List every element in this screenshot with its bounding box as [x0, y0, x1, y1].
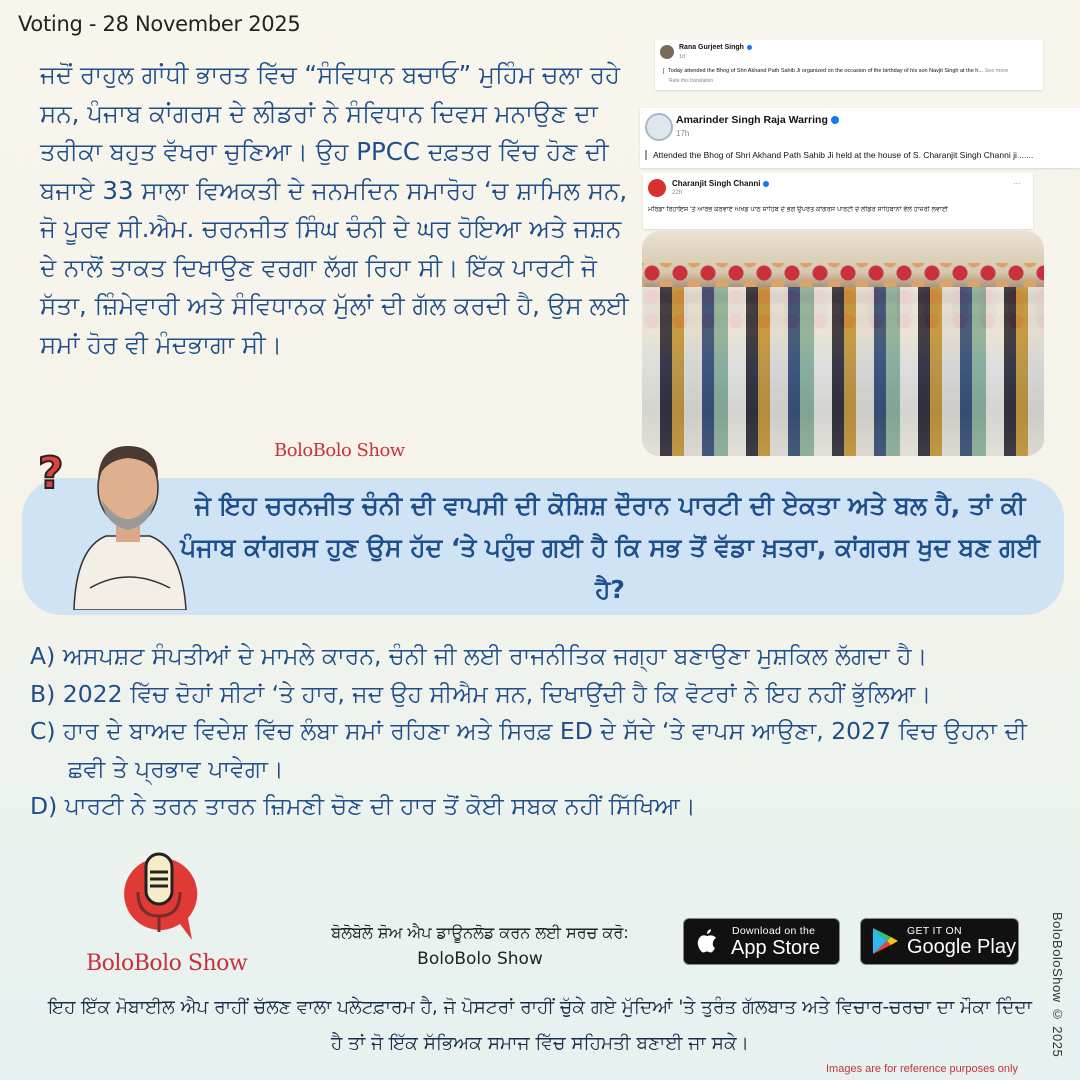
caricature-illustration [66, 438, 190, 610]
app-search-term: BoloBolo Show [417, 949, 543, 969]
verified-icon [831, 116, 839, 124]
avatar [660, 45, 674, 59]
rate-translation-link[interactable]: Rate this translation [669, 78, 714, 84]
answer-options [30, 638, 1060, 826]
post-time: 17h [676, 129, 690, 138]
post-text: Attended the Bhog of Shri Akhand Path Sahib Ji held at the house of S. Charanjit Singh Channi ji ...... [645, 150, 1080, 160]
social-post-raja-warring [640, 108, 1080, 168]
app-search-prompt: ਬੋਲੋਬੋਲੋ ਸ਼ੋਅ ਐਪ ਡਾਊਨਲੋਡ ਕਰਨ ਲਈ ਸਰਚ ਕਰੋ: BoloBolo Show [300, 920, 660, 972]
verified-icon [747, 45, 752, 50]
post-author: Amarinder Singh Raja Warring [676, 114, 839, 126]
social-post-rana-gurjeet [655, 40, 1043, 90]
apple-icon [696, 928, 718, 954]
app-store-button[interactable]: Download on the App Store [683, 918, 840, 965]
more-options-button[interactable]: ··· [1013, 179, 1021, 188]
option-c[interactable]: C) ਹਾਰ ਦੇ ਬਾਅਦ ਵਿਦੇਸ਼ ਵਿੱਚ ਲੰਬਾ ਸਮਾਂ ਰਹਿਣਾ ਅਤੇ ਸਿਰਫ਼ ED ਦੇ ਸੱਦੇ ‘ਤੇ ਵਾਪਸ ਆਉਣਾ, 2027 ਵਿਚ ਉਹਨਾ ਦੀ ਛਵੀ ਤੇ ਪ੍ਰਭਾਵ ਪਾਵੇਗਾ। [30, 717, 1027, 783]
group-photo [642, 231, 1044, 456]
post-time: 22h [672, 190, 683, 196]
google-play-button[interactable]: GET IT ON Google Play [860, 918, 1019, 965]
post-author: Charanjit Singh Channi [672, 179, 769, 188]
option-a[interactable]: A) ਅਸਪਸ਼ਟ ਸੰਪਤੀਆਂ ਦੇ ਮਾਮਲੇ ਕਾਰਨ, ਚੰਨੀ ਜੀ ਲਈ ਰਾਜਨੀਤਿਕ ਜਗ੍ਹਾ ਬਣਾਉਣਾ ਮੁਸ਼ਕਿਲ ਲੱਗਦਾ ਹੈ। [30, 642, 928, 670]
verified-icon [763, 181, 769, 187]
copyright-notice: BoloBoloShow © 2025 [1050, 912, 1065, 1058]
post-text: Today attended the Bhog of Shri Akhand Path Sahib Ji organized on the occasion of the birthday of his son Navjit Singh at the h... See more [663, 68, 1043, 74]
google-play-icon [871, 926, 899, 956]
option-d[interactable]: D) ਪਾਰਟੀ ਨੇ ਤਰਨ ਤਾਰਨ ਜ਼ਿਮਣੀ ਚੋਣ ਦੀ ਹਾਰ ਤੋਂ ਕੋਈ ਸਬਕ ਨਹੀਂ ਸਿੱਖਿਆ। [30, 792, 696, 820]
avatar [648, 179, 666, 197]
footer-description: ਇਹ ਇੱਕ ਮੋਬਾਈਲ ਐਪ ਰਾਹੀਂ ਚੱਲਣ ਵਾਲਾ ਪਲੇਟਫ਼ਾਰਮ ਹੈ, ਜੋ ਪੋਸਟਰਾਂ ਰਾਹੀਂ ਚੁੱਕੇ ਗਏ ਮੁੱਦਿਆਂ 'ਤੇ ਤੁਰੰਤ ਗੱਲਬਾਤ ਅਤੇ ਵਿਚਾਰ-ਚਰਚਾ ਦਾ ਮੌਕਾ ਦਿੰਦਾ ਹੈ ਤਾਂ ਜੋ ਇੱਕ ਸੱਭਿਅਕ ਸਮਾਜ ਵਿੱਚ ਸਹਿਮਤੀ ਬਣਾਈ ਜਾ ਸਕੇ। [48, 997, 1032, 1054]
microphone-logo-icon [118, 852, 200, 942]
question-text: ਜੇ ਇਹ ਚਰਨਜੀਤ ਚੰਨੀ ਦੀ ਵਾਪਸੀ ਦੀ ਕੋਸ਼ਿਸ਼ ਦੌਰਾਨ ਪਾਰਟੀ ਦੀ ਏਕਤਾ ਅਤੇ ਬਲ ਹੈ, ਤਾਂ ਕੀ ਪੰਜਾਬ ਕਾਂਗਰਸ ਹੁਣ ਉਸ ਹੱਦ ‘ਤੇ ਪਹੁੰਚ ਗਈ ਹੈ ਕਿ ਸਭ ਤੋਂ ਵੱਡਾ ਖ਼ਤਰਾ, ਕਾਂਗਰਸ ਖੁਦ ਬਣ ਗਈ ਹੈ? [180, 491, 1040, 604]
option-b[interactable]: B) 2022 ਵਿੱਚ ਦੋਹਾਂ ਸੀਟਾਂ ‘ਤੇ ਹਾਰ, ਜਦ ਉਹ ਸੀਐਮ ਸਨ, ਦਿਖਾਉਂਦੀ ਹੈ ਕਿ ਵੋਟਰਾਂ ਨੇ ਇਹ ਨਹੀਂ ਭੁੱਲਿਆ। [30, 679, 932, 708]
post-author: Rana Gurjeet Singh [679, 44, 752, 51]
brand-watermark: BoloBolo Show [274, 440, 405, 461]
voting-date: Voting - 28 November 2025 [18, 12, 301, 36]
avatar [645, 113, 673, 141]
post-time: 1d [679, 54, 686, 60]
post-text: ਮੋਰਿੰਡਾ ਰਿਹਾਇਸ਼ 'ਤੇ ਆਰੰਭ ਕਰਵਾਏ ਅਖੰਡ ਪਾਠ ਸਾਹਿਬ ਦੇ ਭੋਗ ਉਪਰੰਤ ਕਾਂਗਰਸ ਪਾਰਟੀ ਦੇ ਲੀਡਰ ਸਾਹਿਬਾਨਾਂ ਵੱਲੋਂ ਹਾਜ਼ਰੀ ਲਵਾਈ [648, 206, 948, 213]
image-disclaimer: Images are for reference purposes only [826, 1063, 1018, 1075]
question-mark-icon: ? [38, 448, 64, 499]
brand-logo-text: BoloBolo Show [86, 951, 248, 976]
social-post-charanjit-channi [643, 173, 1033, 229]
intro-paragraph: ਜਦੋਂ ਰਾਹੁਲ ਗਾਂਧੀ ਭਾਰਤ ਵਿੱਚ “ਸੰਵਿਧਾਨ ਬਚਾਓ” ਮੁਹਿੰਮ ਚਲਾ ਰਹੇ ਸਨ, ਪੰਜਾਬ ਕਾਂਗਰਸ ਦੇ ਲੀਡਰਾਂ ਨੇ ਸੰਵਿਧਾਨ ਦਿਵਸ ਮਨਾਉਣ ਦਾ ਤਰੀਕਾ ਬਹੁਤ ਵੱਖਰਾ ਚੁਣਿਆ। ਉਹ PPCC ਦਫ਼ਤਰ ਵਿੱਚ ਹੋਣ ਦੀ ਬਜਾਏ 33 ਸਾਲਾ ਵਿਅਕਤੀ ਦੇ ਜਨਮਦਿਨ ਸਮਾਰੋਹ ‘ਚ ਸ਼ਾਮਿਲ ਸਨ, ਜੋ ਪੂਰਵ ਸੀ.ਐਮ. ਚਰਨਜੀਤ ਸਿੰਘ ਚੰਨੀ ਦੇ ਘਰ ਹੋਇਆ ਅਤੇ ਜਸ਼ਨ ਦੇ ਨਾਲੋਂ ਤਾਕਤ ਦਿਖਾਉਣ ਵਰਗਾ ਲੱਗ ਰਿਹਾ ਸੀ। ਇੱਕ ਪਾਰਟੀ ਜੋ ਸੱਤਾ, ਜ਼ਿੰਮੇਵਾਰੀ ਅਤੇ ਸੰਵਿਧਾਨਕ ਮੁੱਲਾਂ ਦੀ ਗੱਲ ਕਰਦੀ ਹੈ, ਉਸ ਲਈ ਸਮਾਂ ਹੋਰ ਵੀ ਮੰਦਭਾਗਾ ਸੀ। [40, 60, 629, 359]
